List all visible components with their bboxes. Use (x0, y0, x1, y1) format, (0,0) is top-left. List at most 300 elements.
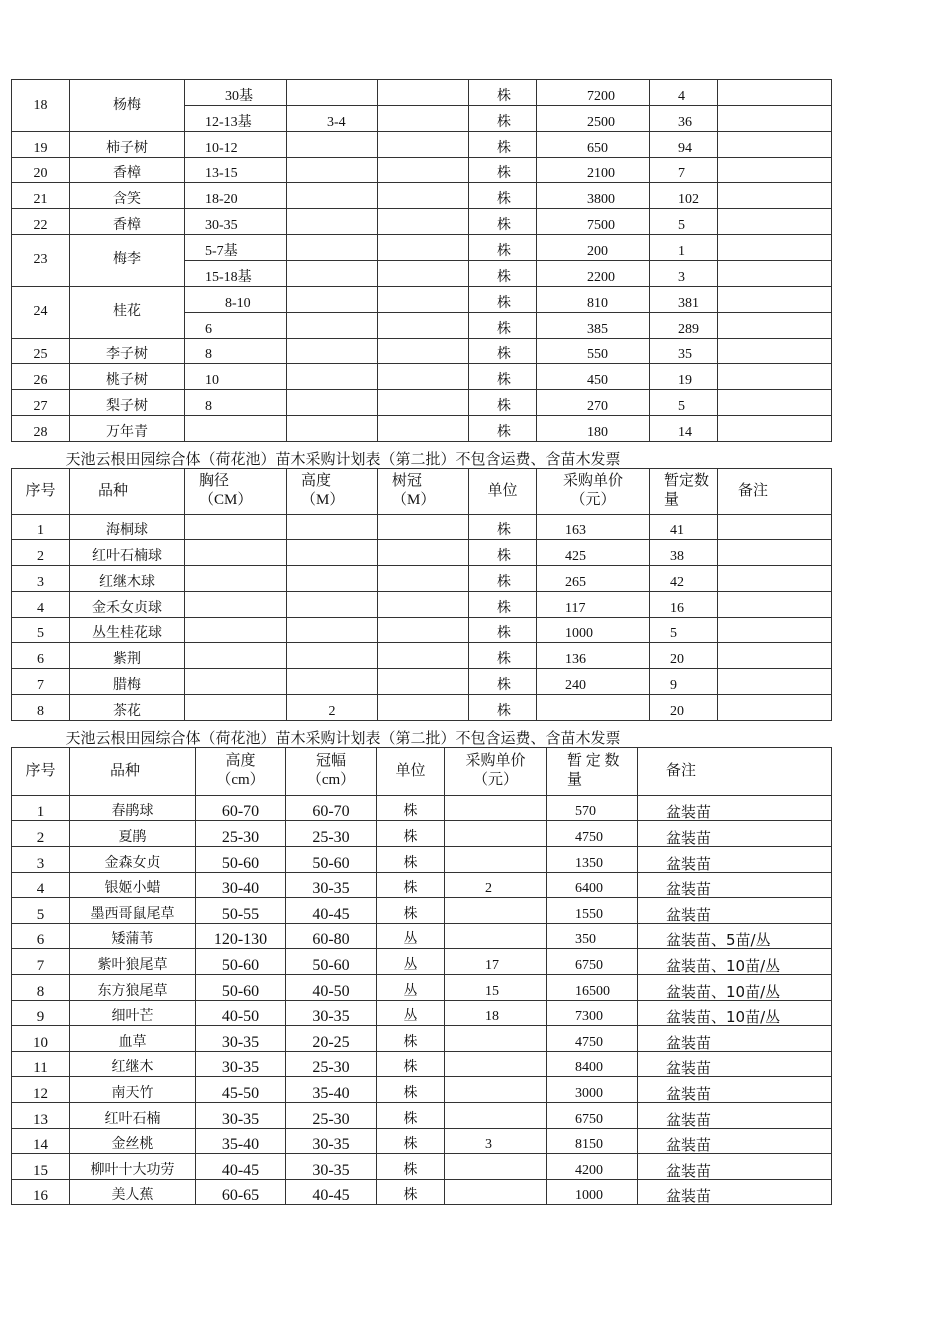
unit-value: 株 (469, 183, 537, 209)
crown-value (378, 415, 469, 441)
row-number: 27 (12, 390, 70, 416)
species-name: 春鹃球 (70, 795, 196, 821)
dbh-value (185, 669, 287, 695)
header-crown-line1: 树冠 (392, 473, 423, 489)
price-value: 2500 (537, 106, 650, 132)
header-qty (547, 747, 638, 795)
table-row (12, 1026, 832, 1052)
crown-value: 25-30 (286, 1103, 377, 1129)
row-number: 7 (12, 669, 70, 695)
height-value: 60-70 (196, 795, 286, 821)
header-crown-line2: （M） (392, 492, 436, 508)
row-number: 9 (12, 1000, 70, 1026)
note-value (718, 209, 832, 235)
dbh-value (185, 591, 287, 617)
species-name: 金禾女贞球 (70, 591, 185, 617)
height-value (287, 643, 378, 669)
crown-value: 60-80 (286, 923, 377, 949)
qty-value: 4750 (547, 1026, 638, 1052)
qty-value: 1 (650, 234, 718, 260)
row-number: 19 (12, 132, 70, 158)
qty-value: 350 (547, 923, 638, 949)
height-value (287, 286, 378, 312)
header-height-line2: （cm） (216, 772, 265, 789)
table-3-header-row (12, 747, 832, 795)
table-row (12, 234, 832, 260)
crown-value: 25-30 (286, 821, 377, 847)
row-number: 4 (12, 872, 70, 898)
crown-value (378, 338, 469, 364)
price-value: 425 (537, 540, 650, 566)
crown-value: 30-35 (286, 872, 377, 898)
crown-value (378, 643, 469, 669)
dbh-value: 12-13基 (185, 106, 287, 132)
height-value: 50-60 (196, 975, 286, 1001)
dbh-value (185, 514, 287, 540)
header-price (537, 468, 650, 514)
qty-value: 289 (650, 312, 718, 338)
species-name: 红叶石楠球 (70, 540, 185, 566)
species-name: 柳叶十大功劳 (70, 1154, 196, 1180)
qty-value: 381 (650, 286, 718, 312)
price-value: 650 (537, 132, 650, 158)
species-name: 红叶石楠 (70, 1103, 196, 1129)
height-value (287, 566, 378, 592)
note-value (718, 695, 832, 721)
crown-value (378, 514, 469, 540)
dbh-value: 8 (185, 338, 287, 364)
table-row (12, 821, 832, 847)
unit-value: 株 (377, 795, 445, 821)
species-name: 血草 (70, 1026, 196, 1052)
price-value: 550 (537, 338, 650, 364)
table-row (12, 643, 832, 669)
header-dbh-line1: 胸径 (199, 473, 230, 489)
row-number: 8 (12, 975, 70, 1001)
height-value: 2 (287, 695, 378, 721)
unit-value: 株 (377, 1026, 445, 1052)
note-value: 盆装苗 (638, 1077, 832, 1103)
price-value: 180 (537, 415, 650, 441)
qty-value: 16500 (547, 975, 638, 1001)
species-name: 海桐球 (70, 514, 185, 540)
price-value: 17 (445, 949, 547, 975)
qty-value: 6750 (547, 1103, 638, 1129)
table-row (12, 1103, 832, 1129)
crown-value: 25-30 (286, 1051, 377, 1077)
unit-value: 丛 (377, 949, 445, 975)
qty-value: 3000 (547, 1077, 638, 1103)
height-value: 50-60 (196, 847, 286, 873)
qty-value: 570 (547, 795, 638, 821)
unit-value: 株 (377, 1051, 445, 1077)
unit-value: 株 (469, 132, 537, 158)
table-row (12, 183, 832, 209)
row-number: 5 (12, 898, 70, 924)
height-value (287, 617, 378, 643)
species-name: 香樟 (70, 209, 185, 235)
species-name: 细叶芒 (70, 1000, 196, 1026)
table-row (12, 617, 832, 643)
unit-value: 株 (469, 260, 537, 286)
unit-value: 株 (469, 643, 537, 669)
crown-value: 30-35 (286, 1000, 377, 1026)
height-value: 120-130 (196, 923, 286, 949)
height-value (287, 260, 378, 286)
unit-value: 株 (469, 106, 537, 132)
qty-value: 3 (650, 260, 718, 286)
dbh-value: 8 (185, 390, 287, 416)
unit-value: 株 (469, 286, 537, 312)
note-value (718, 617, 832, 643)
table-2-title: 天池云根田园综合体（荷花池）苗木采购计划表（第二批）不包含运费、含苗木发票 (65, 451, 621, 468)
table-row (12, 1128, 832, 1154)
price-value: 450 (537, 364, 650, 390)
height-value (287, 364, 378, 390)
row-number: 21 (12, 183, 70, 209)
row-number: 24 (12, 286, 70, 338)
height-value (287, 80, 378, 106)
price-value (445, 1103, 547, 1129)
height-value (287, 183, 378, 209)
crown-value: 30-35 (286, 1128, 377, 1154)
price-value: 136 (537, 643, 650, 669)
table-row (12, 898, 832, 924)
seedling-table-2-body (12, 514, 832, 720)
dbh-value: 8-10 (185, 286, 287, 312)
species-name: 墨西哥鼠尾草 (70, 898, 196, 924)
note-value (718, 183, 832, 209)
qty-value: 1350 (547, 847, 638, 873)
unit-value: 株 (377, 1128, 445, 1154)
header-height-line1: 高度 (301, 473, 332, 489)
species-name: 桃子树 (70, 364, 185, 390)
note-value (718, 132, 832, 158)
table-row (12, 1077, 832, 1103)
height-value: 30-35 (196, 1051, 286, 1077)
qty-value: 4200 (547, 1154, 638, 1180)
note-value (718, 415, 832, 441)
table-row (12, 514, 832, 540)
crown-value (378, 209, 469, 235)
species-name: 红继木球 (70, 566, 185, 592)
dbh-value: 30-35 (185, 209, 287, 235)
crown-value: 60-70 (286, 795, 377, 821)
price-value (445, 1077, 547, 1103)
header-name: 品种 (70, 747, 196, 795)
unit-value: 株 (469, 566, 537, 592)
dbh-value (185, 540, 287, 566)
qty-value: 42 (650, 566, 718, 592)
note-value (718, 540, 832, 566)
unit-value: 丛 (377, 923, 445, 949)
crown-value: 40-45 (286, 1179, 377, 1205)
dbh-value: 6 (185, 312, 287, 338)
header-unit: 单位 (469, 468, 537, 514)
crown-value: 30-35 (286, 1154, 377, 1180)
table-row (12, 847, 832, 873)
unit-value: 株 (377, 1154, 445, 1180)
unit-value: 株 (469, 540, 537, 566)
unit-value: 株 (469, 390, 537, 416)
price-value (445, 847, 547, 873)
header-dbh (185, 468, 287, 514)
header-qty-line2: 量 (567, 772, 583, 789)
qty-value: 1550 (547, 898, 638, 924)
table-row (12, 390, 832, 416)
unit-value: 株 (377, 872, 445, 898)
note-value: 盆装苗 (638, 1128, 832, 1154)
unit-value: 株 (469, 234, 537, 260)
header-height (287, 468, 378, 514)
header-qty (650, 468, 718, 514)
note-value: 盆装苗 (638, 1154, 832, 1180)
document-page (11, 79, 831, 1205)
row-number: 1 (12, 795, 70, 821)
unit-value: 株 (377, 847, 445, 873)
note-value: 盆装苗、5苗/丛 (638, 923, 832, 949)
row-number: 2 (12, 540, 70, 566)
height-value: 35-40 (196, 1128, 286, 1154)
table-row (12, 795, 832, 821)
unit-value: 株 (469, 80, 537, 106)
note-value (718, 566, 832, 592)
table-row (12, 591, 832, 617)
table-row (12, 540, 832, 566)
price-value: 7500 (537, 209, 650, 235)
table-row (12, 975, 832, 1001)
note-value (718, 338, 832, 364)
dbh-value: 5-7基 (185, 234, 287, 260)
species-name: 万年青 (70, 415, 185, 441)
note-value (718, 80, 832, 106)
species-name: 银姬小蜡 (70, 872, 196, 898)
price-value: 270 (537, 390, 650, 416)
dbh-value: 10-12 (185, 132, 287, 158)
price-value: 240 (537, 669, 650, 695)
unit-value: 株 (377, 1179, 445, 1205)
species-name: 梨子树 (70, 390, 185, 416)
crown-value (378, 132, 469, 158)
note-value: 盆装苗 (638, 795, 832, 821)
note-value: 盆装苗、10苗/丛 (638, 975, 832, 1001)
table-row (12, 364, 832, 390)
row-number: 18 (12, 80, 70, 132)
qty-value: 20 (650, 695, 718, 721)
species-name: 南天竹 (70, 1077, 196, 1103)
price-value (445, 1154, 547, 1180)
species-name: 茶花 (70, 695, 185, 721)
table-row (12, 695, 832, 721)
note-value (718, 591, 832, 617)
row-number: 10 (12, 1026, 70, 1052)
species-name: 矮蒲苇 (70, 923, 196, 949)
table-row (12, 338, 832, 364)
qty-value: 5 (650, 390, 718, 416)
species-name: 桂花 (70, 286, 185, 338)
note-value (718, 260, 832, 286)
row-number: 6 (12, 643, 70, 669)
price-value: 7200 (537, 80, 650, 106)
note-value (718, 286, 832, 312)
qty-value: 41 (650, 514, 718, 540)
height-value (287, 390, 378, 416)
note-value (718, 643, 832, 669)
qty-value: 8150 (547, 1128, 638, 1154)
crown-value (378, 312, 469, 338)
dbh-value: 13-15 (185, 157, 287, 183)
row-number: 7 (12, 949, 70, 975)
height-value (287, 157, 378, 183)
crown-value: 20-25 (286, 1026, 377, 1052)
row-number: 3 (12, 566, 70, 592)
note-value (718, 157, 832, 183)
header-height-line1: 高度 (225, 753, 256, 770)
row-number: 5 (12, 617, 70, 643)
table-2-header-row (12, 468, 832, 514)
unit-value: 株 (377, 821, 445, 847)
qty-value: 36 (650, 106, 718, 132)
note-value: 盆装苗 (638, 898, 832, 924)
crown-value (378, 157, 469, 183)
row-number: 1 (12, 514, 70, 540)
unit-value: 株 (469, 695, 537, 721)
dbh-value (185, 695, 287, 721)
unit-value: 株 (469, 669, 537, 695)
table-row (12, 286, 832, 312)
dbh-value: 15-18基 (185, 260, 287, 286)
row-number: 23 (12, 234, 70, 286)
row-number: 16 (12, 1179, 70, 1205)
species-name: 杨梅 (70, 80, 185, 132)
qty-value: 7300 (547, 1000, 638, 1026)
height-value (287, 540, 378, 566)
dbh-value (185, 566, 287, 592)
header-price-line1: 采购单价 (465, 753, 526, 770)
header-price-line1: 采购单价 (562, 473, 623, 489)
price-value: 3 (445, 1128, 547, 1154)
dbh-value: 30基 (185, 80, 287, 106)
header-name: 品种 (70, 468, 185, 514)
crown-value (378, 183, 469, 209)
crown-value (378, 260, 469, 286)
height-value: 50-60 (196, 949, 286, 975)
qty-value: 35 (650, 338, 718, 364)
table-row (12, 1154, 832, 1180)
table-row (12, 872, 832, 898)
height-value (287, 669, 378, 695)
height-value (287, 338, 378, 364)
table-row (12, 157, 832, 183)
header-crown-line1: 冠幅 (315, 753, 346, 770)
note-value: 盆装苗 (638, 821, 832, 847)
seedling-table-2 (11, 442, 832, 721)
row-number: 13 (12, 1103, 70, 1129)
unit-value: 株 (469, 364, 537, 390)
height-value (287, 415, 378, 441)
note-value: 盆装苗 (638, 872, 832, 898)
qty-value: 14 (650, 415, 718, 441)
price-value: 18 (445, 1000, 547, 1026)
table-row (12, 669, 832, 695)
unit-value: 株 (469, 591, 537, 617)
header-height (196, 747, 286, 795)
qty-value: 4750 (547, 821, 638, 847)
crown-value (378, 591, 469, 617)
price-value: 3800 (537, 183, 650, 209)
unit-value: 丛 (377, 975, 445, 1001)
height-value: 3-4 (287, 106, 378, 132)
header-qty-line2: 量 (664, 492, 680, 508)
note-value (718, 669, 832, 695)
species-name: 梅李 (70, 234, 185, 286)
header-qty-line1: 暂 定 数 (567, 753, 620, 770)
note-value (718, 364, 832, 390)
price-value (445, 1179, 547, 1205)
height-value: 30-35 (196, 1026, 286, 1052)
note-value (718, 390, 832, 416)
unit-value: 株 (469, 312, 537, 338)
qty-value: 5 (650, 617, 718, 643)
height-value (287, 312, 378, 338)
table-row (12, 1051, 832, 1077)
qty-value: 6750 (547, 949, 638, 975)
price-value (445, 1051, 547, 1077)
crown-value: 35-40 (286, 1077, 377, 1103)
table-row (12, 1179, 832, 1205)
row-number: 25 (12, 338, 70, 364)
note-value (718, 234, 832, 260)
qty-value: 7 (650, 157, 718, 183)
species-name: 美人蕉 (70, 1179, 196, 1205)
crown-value (378, 106, 469, 132)
price-value: 1000 (537, 617, 650, 643)
qty-value: 102 (650, 183, 718, 209)
height-value (287, 209, 378, 235)
crown-value: 40-45 (286, 898, 377, 924)
crown-value (378, 390, 469, 416)
dbh-value: 10 (185, 364, 287, 390)
height-value: 30-35 (196, 1103, 286, 1129)
species-name: 香樟 (70, 157, 185, 183)
note-value: 盆装苗、10苗/丛 (638, 1000, 832, 1026)
crown-value (378, 80, 469, 106)
table-row (12, 415, 832, 441)
price-value: 2200 (537, 260, 650, 286)
note-value: 盆装苗 (638, 1179, 832, 1205)
crown-value: 50-60 (286, 949, 377, 975)
species-name: 丛生桂花球 (70, 617, 185, 643)
header-no: 序号 (12, 468, 70, 514)
row-number: 22 (12, 209, 70, 235)
price-value (445, 898, 547, 924)
price-value: 200 (537, 234, 650, 260)
header-price-line2: （元） (472, 772, 518, 789)
note-value (718, 514, 832, 540)
height-value: 50-55 (196, 898, 286, 924)
header-crown-line2: （cm） (306, 772, 356, 789)
price-value: 265 (537, 566, 650, 592)
table-row (12, 1000, 832, 1026)
price-value (537, 695, 650, 721)
height-value (287, 591, 378, 617)
row-number: 15 (12, 1154, 70, 1180)
table-row (12, 132, 832, 158)
header-crown (286, 747, 377, 795)
dbh-value (185, 643, 287, 669)
unit-value: 丛 (377, 1000, 445, 1026)
table-row (12, 80, 832, 106)
